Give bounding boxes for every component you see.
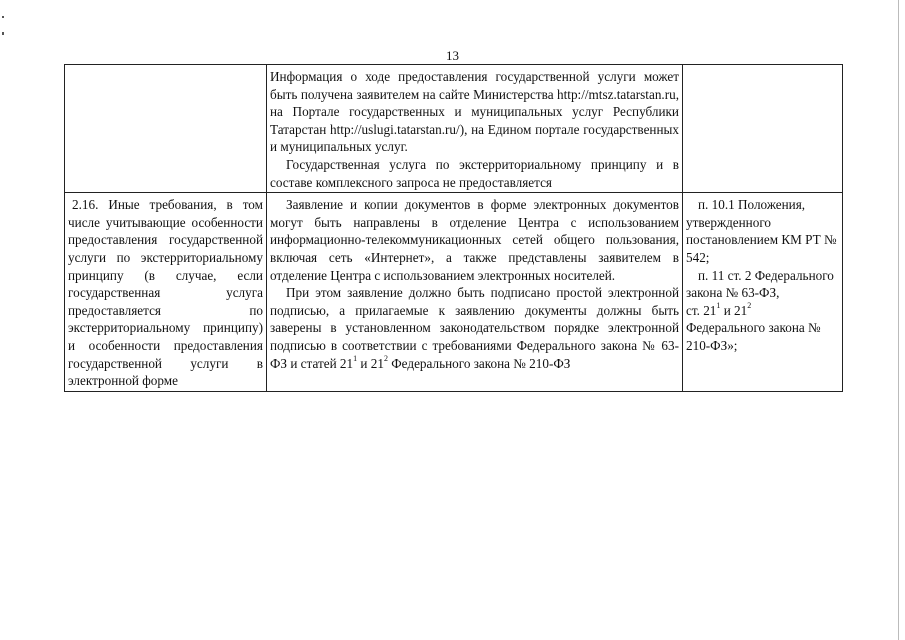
page-number: 13: [446, 48, 459, 63]
content-paragraph: Заявление и копии документов в форме электронных документов могут быть направлены в отделение Центра с использованием информационно-телекоммуникационных сетей общего пользования, включая сеть «Интернет», а также представлены заявителем в отделение Центра с использованием электронных носителей.: [270, 197, 679, 283]
reference-line: п. 10.1 Положения, утвержденного постановлением КМ РТ № 542;: [686, 197, 837, 265]
reference-text: ст. 21: [686, 302, 717, 318]
table-row: [65, 193, 843, 392]
scan-margin-mark-top: [2, 16, 4, 18]
superscript: 2: [747, 301, 752, 311]
scan-edge-line: [898, 0, 899, 640]
content-paragraph: Информация о ходе предоставления государственной услуги может быть получена заявителем на сайте Министерства http://mtsz.tatarstan.ru, на Портале государственных и муниципальных услуг Республики Татарстан http://uslugi.tatarstan.ru/), на Едином портале государственных и муниципальных услуг.: [270, 69, 679, 155]
content-cell: [267, 193, 683, 392]
reference-line: п. 11 ст. 2 Федерального закона № 63-ФЗ,: [686, 267, 834, 301]
reference-line: [686, 302, 839, 320]
requirement-text: 2.16. Иные требования, в том числе учитывающие особенности предоставления государственной услуги по экстерриториальному принципу (в случае, если государственная услуга предоставляется по экстерриториальному принципу) и особенности предоставления государственной услуги в электронной форме: [68, 197, 263, 389]
content-text: и 21: [357, 355, 384, 371]
reference-text: и 21: [720, 302, 748, 318]
scan-margin-mark-bottom: [2, 32, 4, 35]
table-row: [65, 65, 843, 193]
superscript: 2: [383, 354, 388, 364]
reference-cell: [683, 193, 843, 392]
superscript: 1: [353, 354, 358, 364]
content-cell: [267, 65, 683, 193]
superscript: 1: [716, 301, 721, 311]
content-text: При этом заявление должно быть подписано простой электронной подписью, а прилагаемые к заявлению документы должны быть заверены в установленном законодательством порядке электронной подписью в соответствии с требованиями Федерального закона № 63-ФЗ и статей 21: [270, 285, 679, 371]
content-paragraph: [270, 284, 679, 372]
content-text: Федерального закона № 210-ФЗ: [387, 355, 571, 371]
reference-cell: [683, 65, 843, 193]
requirements-table: [64, 64, 843, 392]
content-paragraph: Государственная услуга по экстерриториальному принципу и в составе комплексного запроса не предоставляется: [270, 156, 679, 190]
requirement-cell: [65, 193, 267, 392]
requirement-cell: [65, 65, 267, 193]
reference-line: Федерального закона № 210-ФЗ»;: [686, 320, 821, 353]
